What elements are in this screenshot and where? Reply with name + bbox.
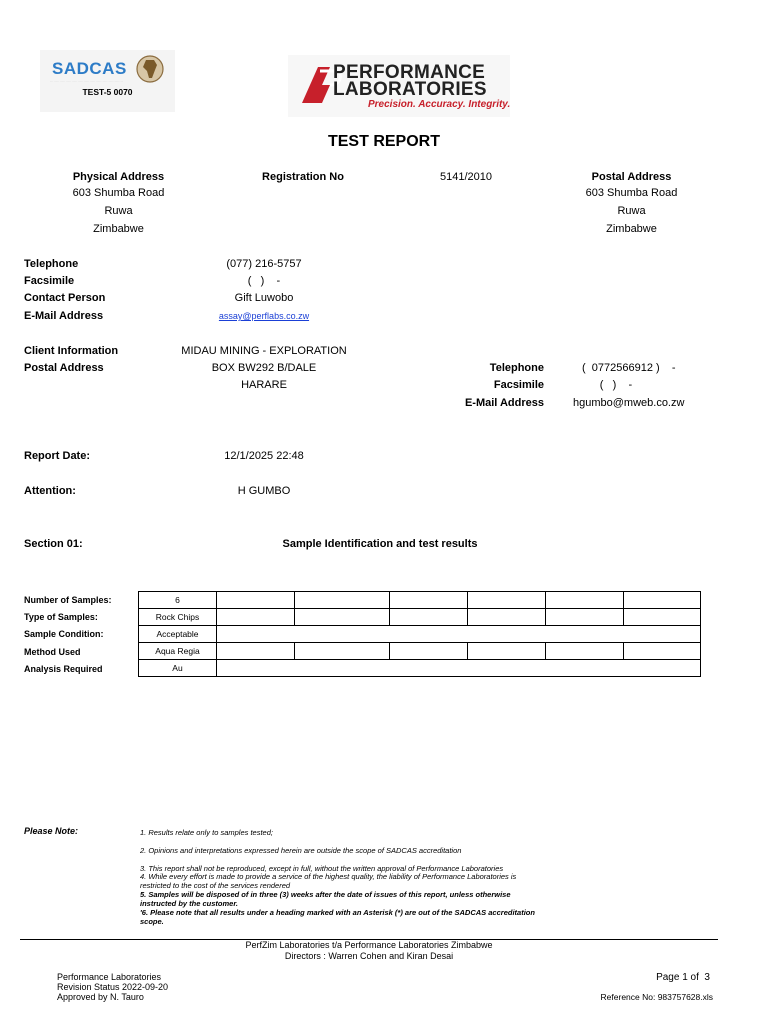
note-item: 1. Results relate only to samples tested; [140,828,273,837]
client-fax-value: ( ) - [599,379,633,391]
report-date-value: 12/1/2025 22:48 [224,450,304,462]
client-fax-label: Facsimile [493,379,544,391]
lab-telephone-value: (077) 216-5757 [226,258,302,270]
table-cell [546,609,624,626]
physical-address-heading: Physical Address [72,171,165,183]
table-cell [390,592,468,609]
table-cell [217,643,295,660]
lab-email-link[interactable]: assay@perflabs.co.zw [218,311,310,321]
page-number: Page 1 of 3 [656,972,710,983]
sadcas-test-number: TEST-5 0070 [82,87,133,97]
note-item: 5. Samples will be disposed of in three (3) weeks after the date of issues of this report, unless otherwise instructed by the customer. [140,890,511,908]
notes-heading: Please Note: [24,826,79,836]
pl-wordmark-line2: LABORATORIES [333,79,487,100]
sample-row-label: Method Used [24,647,81,657]
table-cell [390,609,468,626]
client-postal-label: Postal Address [24,362,104,374]
report-date-label: Report Date: [24,450,91,462]
table-cell [468,643,546,660]
sample-row-label: Sample Condition: [24,629,104,639]
table-cell [468,609,546,626]
sadcas-wordmark: SADCAS [52,59,127,78]
note-item: 2. Opinions and interpretations expressed herein are outside the scope of SADCAS accreditation [140,846,462,855]
client-info-value: MIDAU MINING - EXPLORATION [181,345,347,357]
table-cell: Au [139,660,217,677]
lab-fax-value: ( ) - [247,275,281,287]
note-item: '6. Please note that all results under a heading marked with an Asterisk (*) are out of the SADCAS accreditation scope. [140,908,535,926]
footer-directors: Directors : Warren Cohen and Kiran Desai [284,951,454,961]
note-item: 3. This report shall not be reproduced, except in full, without the written approval of Performance Laboratories [140,864,504,873]
table-row [139,643,701,660]
section-title: Sample Identification and test results [282,538,478,550]
sadcas-logo [40,50,175,112]
contact-person-label: Contact Person [24,292,106,304]
table-cell: 6 [139,592,217,609]
footer-company: PerfZim Laboratories t/a Performance Laboratories Zimbabwe [245,940,493,950]
client-email-value: hgumbo@mweb.co.zw [573,397,685,409]
lab-fax-label: Facsimile [24,275,75,287]
attention-value: H GUMBO [237,485,291,497]
sample-row-label: Number of Samples: [24,595,112,605]
table-cell [295,609,390,626]
samples-table [138,591,701,677]
client-telephone-value: ( 0772566912 ) - [582,362,676,374]
table-cell [217,609,295,626]
lab-email-label: E-Mail Address [24,310,104,322]
africa-globe-icon [134,54,166,84]
table-cell [390,643,468,660]
table-cell [217,626,701,643]
postal-address-line: Zimbabwe [606,223,657,235]
client-telephone-label: Telephone [489,362,544,374]
table-cell [295,592,390,609]
table-row [139,609,701,626]
table-cell [468,592,546,609]
registration-label: Registration No [262,171,344,183]
page-title: TEST REPORT [327,133,440,150]
postal-address-line: Ruwa [617,205,646,217]
sample-row-label: Analysis Required [24,664,103,674]
table-row [139,626,701,643]
table-row [139,592,701,609]
table-cell [295,643,390,660]
table-cell: Rock Chips [139,609,217,626]
pl-tagline: Precision. Accuracy. Integrity. [368,99,511,110]
footer-left-line: Approved by N. Tauro [57,992,144,1002]
pl-wordmark-line1: PERFORMANCE [333,62,486,83]
postal-address-heading: Postal Address [591,171,672,183]
sadcas-small-print: ····························································· [50,79,124,83]
note-item: 4. While every effort is made to provide a service of the highest quality, the liability of Performance Laboratories is restricted to the cost of the services rendered [140,872,517,890]
footer-left-line: Performance Laboratories [57,972,162,982]
contact-person-value: Gift Luwobo [234,292,294,304]
client-info-label: Client Information [24,345,119,357]
table-cell: Acceptable [139,626,217,643]
footer-left-line: Revision Status 2022-09-20 [57,982,169,992]
table-cell [217,660,701,677]
table-cell [217,592,295,609]
attention-label: Attention: [24,485,76,497]
physical-address-line: Ruwa [104,205,133,217]
table-cell: Aqua Regia [139,643,217,660]
section-label: Section 01: [24,538,83,550]
sample-row-label: Type of Samples: [24,612,98,622]
reference-number: Reference No: 983757628.xls [600,992,713,1002]
client-postal-line: HARARE [241,379,287,391]
table-row [139,660,701,677]
table-cell [546,592,624,609]
client-email-label: E-Mail Address [464,397,544,409]
performance-laboratories-logo [288,55,510,117]
table-cell [624,609,701,626]
physical-address-line: 603 Shumba Road [72,187,165,199]
postal-address-line: 603 Shumba Road [585,187,678,199]
physical-address-line: Zimbabwe [93,223,144,235]
lab-telephone-label: Telephone [24,258,79,270]
registration-value: 5141/2010 [440,171,492,183]
client-postal-line: BOX BW292 B/DALE [211,362,317,374]
table-cell [624,592,701,609]
table-cell [546,643,624,660]
table-cell [624,643,701,660]
